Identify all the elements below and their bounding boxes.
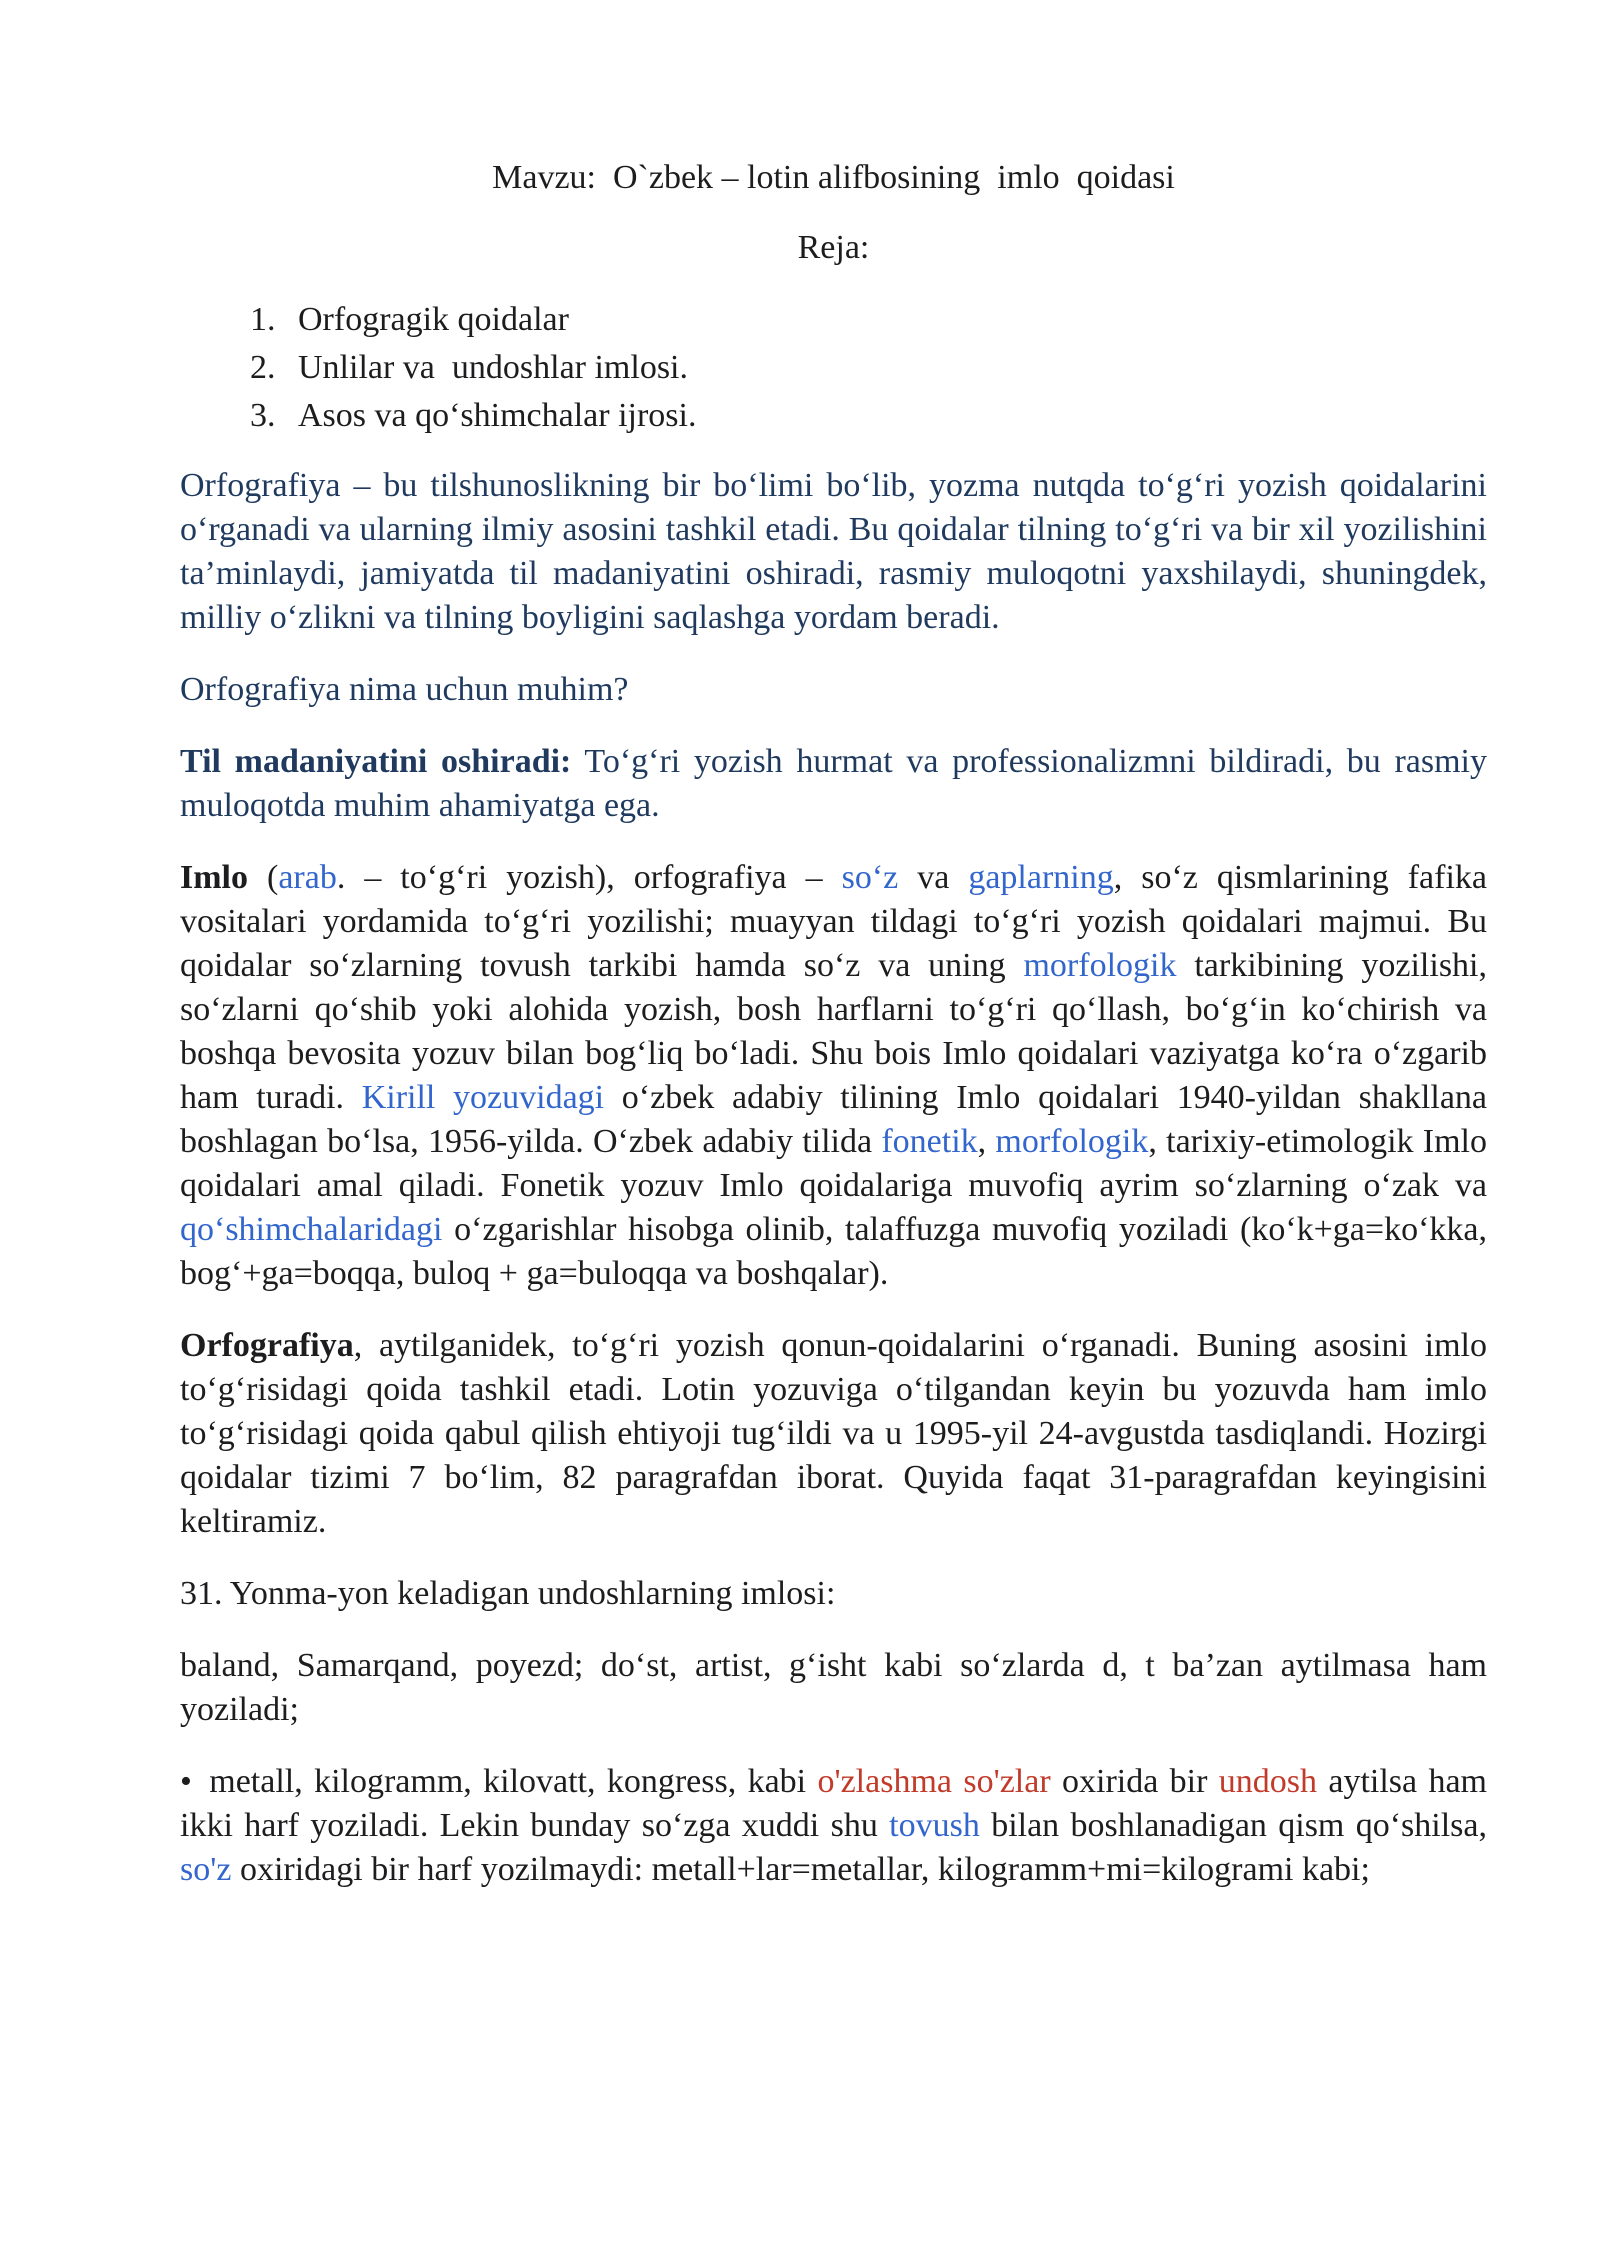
link-text[interactable]: morfologik: [995, 1123, 1149, 1160]
plan-list-item: [180, 344, 1487, 392]
text-run: , aytilganidek, toʻgʻri yozish qonun-qoidalarini oʻrganadi. Buning asosini imlo toʻgʻrisidagi qoida tashkil etadi. Lotin yozuviga oʻtilgandan keyin bu yozuvda ham imlo toʻgʻrisidagi qoida qabul qilish ehtiyoji tugʻildi va u 1995-yil 24-avgustda tasdiqlandi. Hozirgi qoidalar tizimi 7 boʻlim, 82 paragrafdan iborat. Quyida faqat 31-paragrafdan keyingisini keltiramiz.: [180, 1327, 1487, 1540]
link-text[interactable]: morfologik: [1023, 947, 1177, 984]
link-text[interactable]: qoʻshimchalaridagi: [180, 1211, 443, 1248]
bold-text: Til madaniyatini oshiradi:: [180, 743, 572, 780]
plan-list: [180, 296, 1487, 440]
text-run: oʻzgarishlar hisobga olinib, talaffuzga muvofiq yoziladi (koʻk+ga=koʻkka, bogʻ+ga=boqqa, buloq + ga=buloqqa va boshqalar).: [180, 1211, 1487, 1292]
highlighted-term: o'zlashma so'zlar: [817, 1763, 1051, 1800]
plan-item-number: 2.: [250, 349, 276, 386]
text-run: oʻzbek adabiy tilining Imlo qoidalari 1940-yildan shakllana boshlagan boʻlsa, 1956-yilda. Oʻzbek adabiy tilida: [180, 1079, 1487, 1160]
highlighted-term: undosh: [1218, 1763, 1318, 1800]
link-text[interactable]: soʻz: [841, 859, 899, 896]
document-body: [180, 464, 1487, 1892]
text-run: 31. Yonma-yon keladigan undoshlarning imlosi:: [180, 1575, 836, 1612]
plan-item-label: Asos va qoʻshimchalar ijrosi.: [298, 397, 697, 434]
plan-item-label: Orfogragik qoidalar: [298, 301, 569, 338]
bold-text: Imlo: [180, 859, 248, 896]
plan-heading: Reja:: [797, 229, 870, 266]
text-run: aytilsa ham ikki harf yoziladi. Lekin bunday soʻzga xuddi shu: [180, 1763, 1487, 1844]
text-run: , tarixiy-etimologik Imlo qoidalari amal qiladi. Fonetik yozuv Imlo qoidalariga muvofiq ayrim soʻzlarning oʻzak va: [180, 1123, 1487, 1204]
text-run: Toʻgʻri yozish hurmat va professionalizmni bildiradi, bu rasmiy muloqotda muhim ahamiyatga ega.: [180, 743, 1487, 824]
document-title: Mavzu: O`zbek – lotin alifbosining imlo qoidasi: [492, 159, 1175, 196]
paragraph-baland-example: [180, 1644, 1487, 1732]
plan-item-number: 1.: [250, 301, 276, 338]
bold-text: Orfografiya: [180, 1327, 354, 1364]
paragraph-question: [180, 668, 1487, 712]
link-text[interactable]: gaplarning: [968, 859, 1114, 896]
bullet-marker: •: [180, 1763, 192, 1800]
text-run: oxiridagi bir harf yozilmaydi: metall+lar=metallar, kilogramm+mi=kilogrami kabi;: [231, 1851, 1370, 1888]
text-run: bilan boshlanadigan qism qoʻshilsa,: [979, 1807, 1487, 1844]
text-run: . – toʻgʻri yozish), orfografiya –: [336, 859, 842, 896]
plan-item-number: 3.: [250, 397, 276, 434]
link-text[interactable]: Kirill yozuvidagi: [361, 1079, 605, 1116]
link-text[interactable]: tovush: [889, 1807, 980, 1844]
text-run: va: [898, 859, 969, 896]
text-run: Orfografiya – bu tilshunoslikning bir boʻlimi boʻlib, yozma nutqda toʻgʻri yozish qoidalarini oʻrganadi va ularning ilmiy asosini tashkil etadi. Bu qoidalar tilning toʻgʻri va bir xil yozilishini ta’minlaydi, jamiyatda til madaniyatini oshiradi, rasmiy muloqotni yaxshilaydi, shuningdek, milliy oʻzlikni va tilning boyligini saqlashga yordam beradi.: [180, 467, 1487, 636]
paragraph-intro: [180, 464, 1487, 640]
paragraph-orfografiya-rules: [180, 1324, 1487, 1544]
link-text[interactable]: fonetik: [881, 1123, 978, 1160]
text-run: tarkibining yozilishi, soʻzlarni qoʻshib yoki alohida yozish, bosh harflarni toʻgʻri qoʻllash, boʻgʻin koʻchirish va boshqa bevosita yozuv bilan bogʻliq boʻladi. Shu bois Imlo qoidalari vaziyatga koʻra oʻzgarib ham turadi.: [180, 947, 1487, 1116]
plan-list-item: [180, 392, 1487, 440]
text-run: Orfografiya nima uchun muhim?: [180, 671, 629, 708]
paragraph-til-madaniyati: [180, 740, 1487, 828]
paragraph-section-31: [180, 1572, 1487, 1616]
paragraph-imlo-definition: [180, 856, 1487, 1296]
plan-item-label: Unlilar va undoshlar imlosi.: [298, 349, 689, 386]
link-text[interactable]: arab: [278, 859, 337, 896]
link-text[interactable]: so'z: [180, 1851, 232, 1888]
paragraph-metall-rule: [180, 1760, 1487, 1892]
text-run: metall, kilogramm, kilovatt, kongress, kabi: [209, 1763, 818, 1800]
text-run: , soʻz qismlarining fafika vositalari yordamida toʻgʻri yozilishi; muayyan tildagi toʻgʻri yozish qoidalari majmui. Bu qoidalar soʻzlarning tovush tarkibi hamda soʻz va uning: [180, 859, 1487, 984]
text-run: oxirida bir: [1050, 1763, 1219, 1800]
plan-list-item: [180, 296, 1487, 344]
text-run: baland, Samarqand, poyezd; doʻst, artist, gʻisht kabi soʻzlarda d, t ba’zan aytilmasa ham yoziladi;: [180, 1647, 1487, 1728]
text-run: (: [248, 859, 279, 896]
text-run: ,: [977, 1123, 996, 1160]
